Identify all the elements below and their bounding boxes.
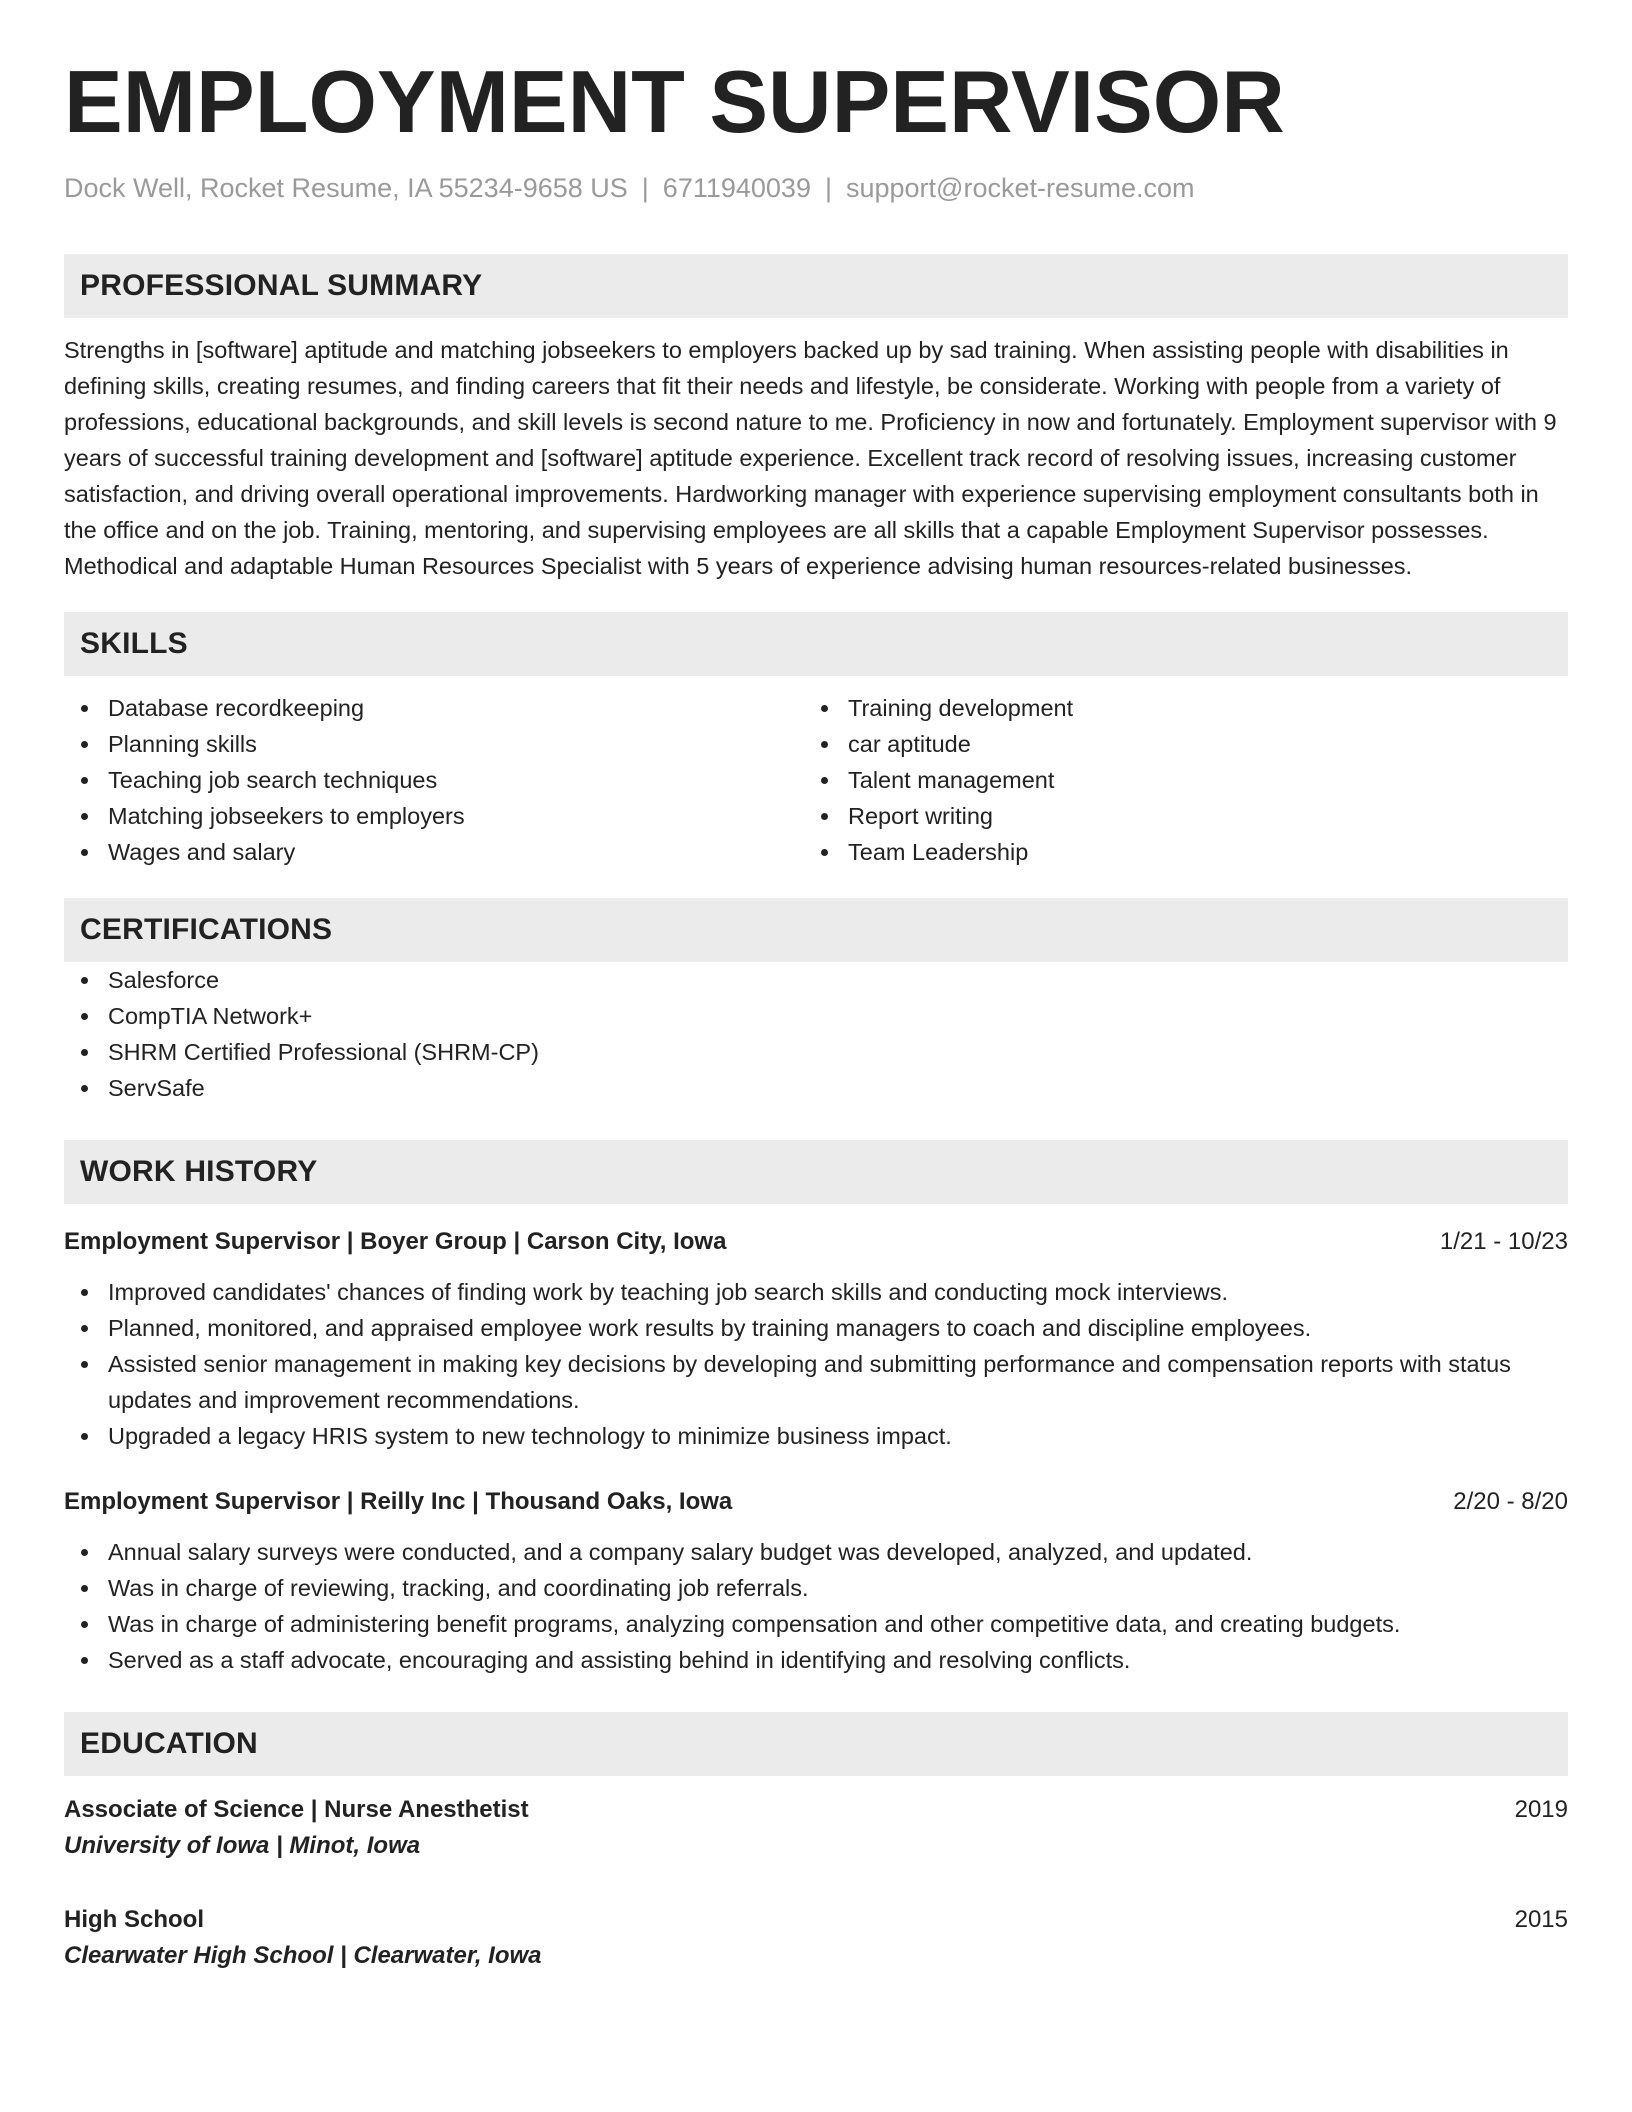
job-entry — [64, 1484, 1568, 1678]
contact-separator: | — [641, 173, 649, 203]
contact-separator: | — [824, 173, 832, 203]
job-bullet: Served as a staff advocate, encouraging and assisting behind in identifying and resolving conflicts. — [64, 1642, 1568, 1678]
job-bullet: Assisted senior management in making key decisions by developing and submitting performance and compensation reports with status updates and improvement recommendations. — [64, 1346, 1568, 1418]
job-dates: 2/20 - 8/20 — [1453, 1488, 1568, 1516]
section-heading-summary: PROFESSIONAL SUMMARY — [64, 254, 1568, 318]
job-bullet: Planned, monitored, and appraised employee work results by training managers to coach and discipline employees. — [64, 1310, 1568, 1346]
job-bullet: Upgraded a legacy HRIS system to new technology to minimize business impact. — [64, 1418, 1568, 1454]
skill-item: Wages and salary — [64, 834, 804, 870]
education-school: University of Iowa | Minot, Iowa — [64, 1832, 421, 1860]
education-school: Clearwater High School | Clearwater, Iowa — [64, 1942, 542, 1970]
education-year: 2015 — [1514, 1906, 1568, 1934]
certifications-list — [64, 962, 1568, 1106]
job-entry — [64, 1224, 1568, 1454]
contact-email: support@rocket-resume.com — [845, 173, 1195, 203]
skills-list-left — [64, 690, 804, 870]
education-entry — [64, 1902, 1568, 1974]
skill-item: car aptitude — [804, 726, 1544, 762]
skill-item: Matching jobseekers to employers — [64, 798, 804, 834]
job-bullet: Was in charge of reviewing, tracking, and coordinating job referrals. — [64, 1570, 1568, 1606]
education-degree: High School — [64, 1906, 204, 1934]
job-bullet: Annual salary surveys were conducted, and a company salary budget was developed, analyzed, and updated. — [64, 1534, 1568, 1570]
job-bullet: Improved candidates' chances of finding work by teaching job search skills and conducting mock interviews. — [64, 1274, 1568, 1310]
section-heading-education: EDUCATION — [64, 1712, 1568, 1776]
education-header — [64, 1792, 1568, 1828]
skills-columns — [64, 690, 1568, 870]
job-header — [64, 1484, 1568, 1520]
summary-paragraph: Strengths in [software] aptitude and matching jobseekers to employers backed up by sad training. When assisting people with disabilities in defining skills, creating resumes, and finding careers that fit their needs and lifestyle, be considerate. Working with people from a variety of professions, educational backgrounds, and skill levels is second nature to me. Proficiency in now and fortunately. Employment supervisor with 9 years of successful training development and [software] aptitude experience. Excellent track record of resolving issues, increasing customer satisfaction, and driving overall operational improvements. Hardworking manager with experience supervising employment consultants both in the office and on the job. Training, mentoring, and supervising employees are all skills that a capable Employment Supervisor possesses. Methodical and adaptable Human Resources Specialist with 5 years of experience advising human resources-related businesses. — [64, 337, 1557, 580]
certification-item: CompTIA Network+ — [64, 998, 1568, 1034]
skill-item: Team Leadership — [804, 834, 1544, 870]
certification-item: SHRM Certified Professional (SHRM-CP) — [64, 1034, 1568, 1070]
contact-line — [64, 172, 1568, 204]
resume-name: EMPLOYMENT SUPERVISOR — [64, 52, 1285, 151]
section-heading-skills: SKILLS — [64, 612, 1568, 676]
education-year: 2019 — [1514, 1796, 1568, 1824]
section-heading-work-history: WORK HISTORY — [64, 1140, 1568, 1204]
skill-item: Teaching job search techniques — [64, 762, 804, 798]
education-header — [64, 1902, 1568, 1938]
job-title: Employment Supervisor | Boyer Group | Carson City, Iowa — [64, 1228, 727, 1256]
skill-item: Training development — [804, 690, 1544, 726]
contact-phone: 6711940039 — [662, 173, 811, 203]
skills-column-right — [804, 690, 1544, 870]
education-degree: Associate of Science | Nurse Anesthetist — [64, 1796, 529, 1824]
certification-item: ServSafe — [64, 1070, 1568, 1106]
skills-column-left — [64, 690, 804, 870]
skill-item: Talent management — [804, 762, 1544, 798]
job-header — [64, 1224, 1568, 1260]
section-heading-certifications: CERTIFICATIONS — [64, 898, 1568, 962]
skill-item: Database recordkeeping — [64, 690, 804, 726]
certification-item: Salesforce — [64, 962, 1568, 998]
job-dates: 1/21 - 10/23 — [1439, 1228, 1568, 1256]
job-bullets — [64, 1534, 1568, 1678]
contact-address: Dock Well, Rocket Resume, IA 55234-9658 US — [64, 173, 628, 203]
job-bullet: Was in charge of administering benefit programs, analyzing compensation and other competitive data, and creating budgets. — [64, 1606, 1568, 1642]
skills-list-right — [804, 690, 1544, 870]
skill-item: Planning skills — [64, 726, 804, 762]
job-bullets — [64, 1274, 1568, 1454]
education-entry — [64, 1792, 1568, 1864]
skill-item: Report writing — [804, 798, 1544, 834]
job-title: Employment Supervisor | Reilly Inc | Thousand Oaks, Iowa — [64, 1488, 733, 1516]
